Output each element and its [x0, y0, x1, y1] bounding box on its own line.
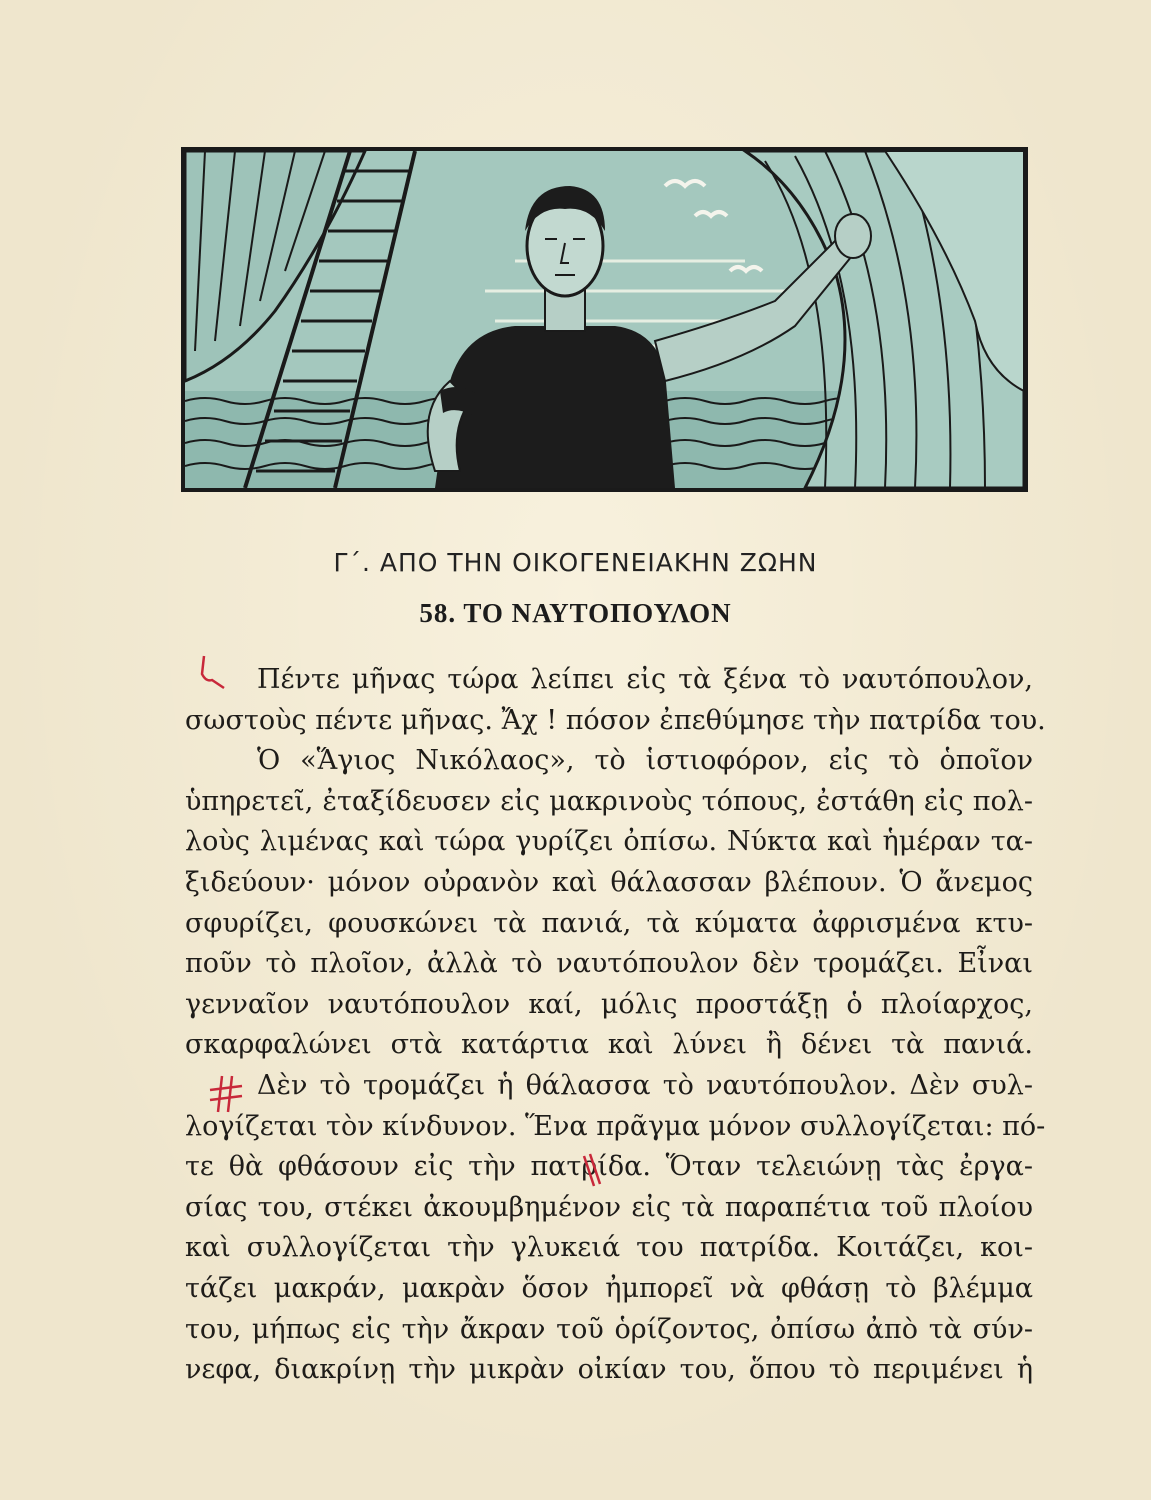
- text-line: λοὺς λιμένας καὶ τώρα γυρίζει ὀπίσω. Νύκτα καὶ ἡμέραν τα-: [185, 826, 1033, 858]
- text-line: σφυρίζει, φουσκώνει τὰ πανιά, τὰ κύματα ἀφρισμένα κτυ-: [185, 907, 1033, 939]
- text-line: σωστοὺς πέντε μῆνας. Ἄχ ! πόσον ἐπεθύμησε τὴν πατρίδα του.: [185, 704, 1046, 736]
- text-line: λογίζεται τὸν κίνδυνον. Ἕνα πρᾶγμα μόνον συλλογίζεται: πό-: [185, 1110, 1046, 1142]
- chapter-title: 58. ΤΟ ΝΑΥΤΟΠΟΥΛΟΝ: [419, 598, 732, 628]
- section-heading: Γ΄. ΑΠΟ ΤΗΝ ΟΙΚΟΓΕΝΕΙΑΚΗΝ ΖΩΗΝ: [333, 548, 818, 577]
- text-line: καὶ συλλογίζεται τὴν γλυκειά του πατρίδα. Κοιτάζει, κοι-: [185, 1232, 1033, 1264]
- text-line: ξιδεύουν· μόνον οὐρανὸν καὶ θάλασσαν βλέπουν. Ὁ ἄνεμος: [185, 866, 1033, 898]
- sailor-illustration: [181, 147, 1028, 492]
- text-line: γενναῖον ναυτόπουλον καί, μόλις προστάξῃ ὁ πλοίαρχος,: [185, 988, 1033, 1020]
- body-text: [185, 660, 1046, 1391]
- text-line: νεφα, διακρίνῃ τὴν μικρὰν οἰκίαν του, ὅπου τὸ περιμένει ἡ: [185, 1354, 1033, 1386]
- sailor-on-ship-illustration: [185, 151, 1024, 488]
- text-line: ποῦν τὸ πλοῖον, ἀλλὰ τὸ ναυτόπουλον δὲν τρομάζει. Εἶναι: [185, 948, 1033, 980]
- text-line: Πέντε μῆνας τώρα λείπει εἰς τὰ ξένα τὸ ναυτόπουλον,: [257, 664, 1033, 695]
- text-line: ὑπηρετεῖ, ἐταξίδευσεν εἰς μακρινοὺς τόπους, ἐστάθη εἰς πολ-: [185, 785, 1033, 817]
- text-line: Δὲν τὸ τρομάζει ἡ θάλασσα τὸ ναυτόπουλον. Δὲν συλ-: [257, 1069, 1033, 1101]
- text-line: Ὁ «Ἅγιος Νικόλαος», τὸ ἱστιοφόρον, εἰς τὸ ὁποῖον: [257, 745, 1033, 777]
- text-line: τάζει μακράν, μακρὰν ὅσον ἠμπορεῖ νὰ φθάσῃ τὸ βλέμμα: [185, 1272, 1033, 1304]
- text-line: του, μήπως εἰς τὴν ἄκραν τοῦ ὁρίζοντος, ὀπίσω ἀπὸ τὰ σύν-: [185, 1313, 1033, 1345]
- text-line: σίας του, στέκει ἀκουμβημένον εἰς τὰ παραπέτια τοῦ πλοίου: [185, 1191, 1033, 1223]
- text-line: τε θὰ φθάσουν εἰς τὴν πατρίδα. Ὅταν τελειώνῃ τὰς ἐργα-: [185, 1151, 1033, 1183]
- text-line: σκαρφαλώνει στὰ κατάρτια καὶ λύνει ἢ δένει τὰ πανιά.: [185, 1029, 1033, 1061]
